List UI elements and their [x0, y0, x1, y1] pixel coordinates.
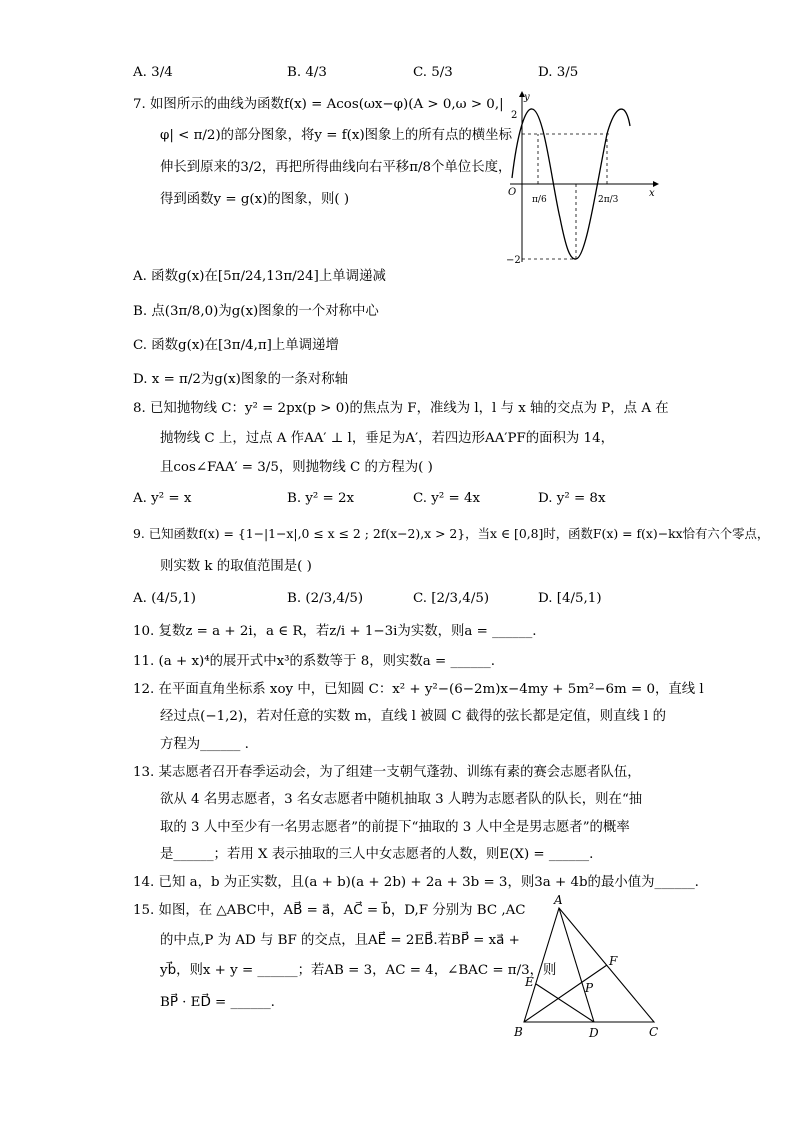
- graph-y-bottom-label: −2: [506, 255, 521, 266]
- q8-line-1: 8. 已知抛物线 C：y² = 2px(p > 0)的焦点为 F，准线为 l，l 与 x 轴的交点为 P，点 A 在: [133, 401, 669, 416]
- q9-option-d: D. [4/5,1): [538, 591, 602, 606]
- q12-line-1: 12. 在平面直角坐标系 xoy 中，已知圆 C：x² + y²−(6−2m)x−4my + 5m²−6m = 0，直线 l: [133, 682, 704, 697]
- tri-label-p: P: [585, 981, 594, 995]
- q9-option-a: A. (4/5,1): [133, 591, 196, 606]
- choice-d: D. 3/5: [538, 65, 579, 80]
- q13-line-3: 取的 3 人中至少有一名男志愿者”的前提下“抽取的 3 人中全是男志愿者”的概率: [160, 820, 630, 835]
- q7-option-b: B. 点(3π/8,0)为g(x)图象的一个对称中心: [133, 304, 379, 319]
- q7-line-4: 得到函数y = g(x)的图象，则( ): [160, 192, 350, 207]
- tri-label-e: E: [525, 975, 534, 989]
- q8-option-d: D. y² = 8x: [538, 491, 606, 506]
- q15-triangle-figure: [512, 893, 672, 1043]
- tri-label-a: A: [554, 893, 563, 907]
- graph-axis-x-label: x: [649, 188, 655, 199]
- q12-line-2: 经过点(−1,2)，若对任意的实数 m，直线 l 被圆 C 截得的弦长都是定值，则直线 l 的: [160, 709, 666, 724]
- q7-line-1: 7. 如图所示的曲线为函数f(x) = Acos(ωx−φ)(A > 0,ω > 0,|: [133, 97, 504, 112]
- q8-line-3: 且cos∠FAA′ = 3/5，则抛物线 C 的方程为( ): [160, 460, 433, 475]
- graph-origin-label: O: [508, 187, 517, 198]
- q9-line-2: 则实数 k 的取值范围是( ): [160, 559, 312, 574]
- tri-label-d: D: [589, 1026, 599, 1040]
- q7-option-a: A. 函数g(x)在[5π/24,13π/24]上单调递减: [133, 269, 386, 284]
- q8-option-a: A. y² = x: [133, 491, 192, 506]
- q9-line-1: 9. 已知函数f(x) = {1−|1−x|,0 ≤ x ≤ 2 ; 2f(x−2),x > 2}，当x ∈ [0,8]时，函数F(x) = f(x)−kx恰有六个零点，: [133, 526, 770, 541]
- q7-line-3: 伸长到原来的3/2，再把所得曲线向右平移π/8个单位长度，: [160, 160, 512, 175]
- tri-label-c: C: [649, 1025, 659, 1039]
- q9-option-c: C. [2/3,4/5): [413, 591, 490, 606]
- q15-line-2: 的中点,P 为 AD 与 BF 的交点，且AE⃗ = 2EB⃗.若BP⃗ = xa⃗ +: [160, 933, 520, 948]
- graph-x-tick-2: 2π/3: [598, 195, 619, 205]
- q9-option-b: B. (2/3,4/5): [287, 591, 364, 606]
- q7-line-2: φ| < π/2)的部分图象，将y = f(x)图象上的所有点的横坐标: [160, 128, 512, 143]
- q15-line-3: yb⃗，则x + y = ______；若AB = 3，AC = 4，∠BAC = π/3，则: [160, 963, 557, 978]
- q13-line-2: 欲从 4 名男志愿者，3 名女志愿者中随机抽取 3 人聘为志愿者队的队长，则在“抽: [160, 792, 643, 807]
- q11-text: 11. (a + x)⁴的展开式中x³的系数等于 8，则实数a = ______.: [133, 654, 495, 669]
- q8-option-c: C. y² = 4x: [413, 491, 481, 506]
- q13-line-4: 是______；若用 X 表示抽取的三人中女志愿者的人数，则E(X) = ______.: [160, 847, 594, 862]
- choice-c: C. 5/3: [413, 65, 453, 80]
- q8-line-2: 抛物线 C 上，过点 A 作AA′ ⊥ l，垂足为A′，若四边形AA′PF的面积为 14，: [160, 431, 614, 446]
- q13-line-1: 13. 某志愿者召开春季运动会，为了组建一支朝气蓬勃、训练有素的赛会志愿者队伍，: [133, 765, 641, 780]
- q15-line-4: BP⃗ · ED⃗ = ______.: [160, 995, 275, 1010]
- q7-option-d: D. x = π/2为g(x)图象的一条对称轴: [133, 372, 348, 387]
- graph-y-top-label: 2: [511, 110, 518, 121]
- q7-option-c: C. 函数g(x)在[3π/4,π]上单调递增: [133, 338, 339, 353]
- choice-a: A. 3/4: [133, 65, 173, 80]
- tri-label-b: B: [514, 1025, 523, 1039]
- q15-line-1: 15. 如图，在 △ABC中，AB⃗ = a⃗，AC⃗ = b⃗，D,F 分别为 BC ,AC: [133, 903, 526, 918]
- q8-option-b: B. y² = 2x: [287, 491, 355, 506]
- tri-label-f: F: [609, 954, 618, 968]
- q10-text: 10. 复数z = a + 2i，a ∈ R，若z/i + 1−3i为实数，则a = ______.: [133, 624, 537, 639]
- choice-b: B. 4/3: [287, 65, 327, 80]
- graph-x-tick-1: π/6: [532, 195, 547, 205]
- q14-text: 14. 已知 a，b 为正实数，且(a + b)(a + 2b) + 2a + 3b = 3，则3a + 4b的最小值为______.: [133, 875, 699, 890]
- q7-cosine-graph: [500, 88, 665, 268]
- q12-line-3: 方程为______ .: [160, 737, 249, 752]
- graph-axis-y-label: y: [524, 92, 530, 103]
